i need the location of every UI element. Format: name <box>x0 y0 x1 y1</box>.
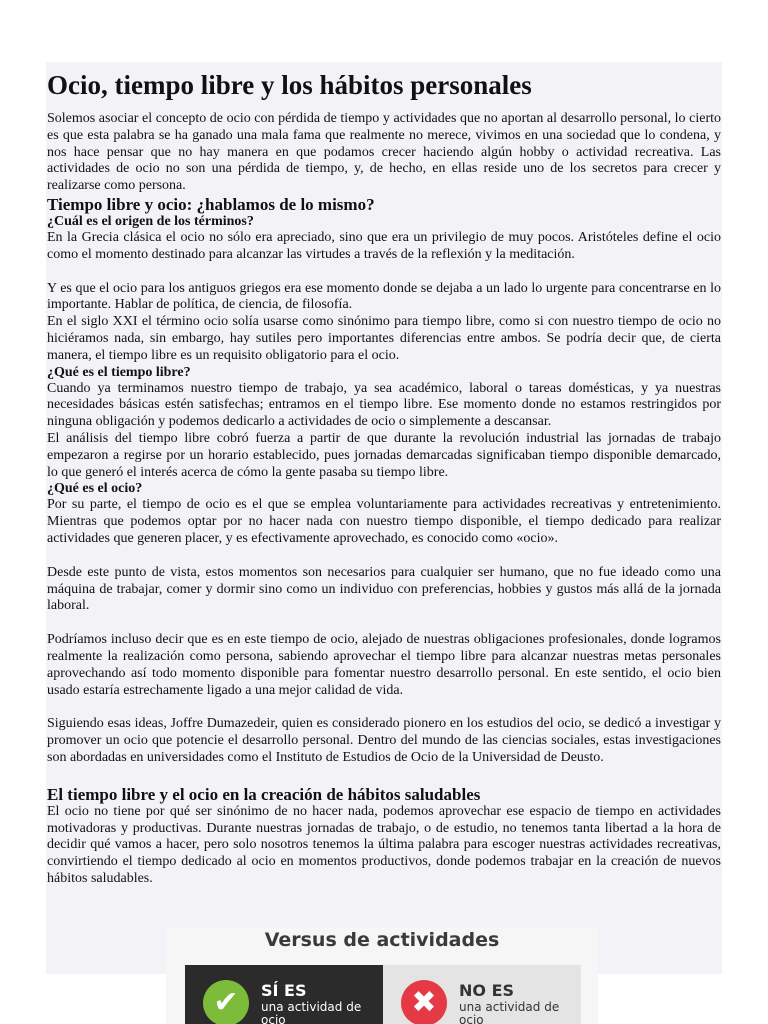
article-title: Ocio, tiempo libre y los hábitos personales <box>47 70 532 100</box>
section-heading: Tiempo libre y ocio: ¿hablamos de lo mismo? <box>47 194 375 214</box>
versus-infographic <box>166 928 598 1024</box>
yes-label: SÍ ES <box>261 981 307 1000</box>
check-icon: ✔ <box>203 980 249 1024</box>
subheading: ¿Cuál es el origen de los términos? <box>47 213 254 229</box>
paragraph: Por su parte, el tiempo de ocio es el que se emplea voluntariamente para actividades recreativas y entretenimiento. Mientras que podemos optar por no hacer nada con nuestro tiempo disponible, el tiempo dedicado para realizar actividades que generen placer, y es efectivamente aprovechado, es conocido como «ocio». <box>47 497 721 546</box>
subheading: ¿Qué es el tiempo libre? <box>47 364 191 380</box>
x-icon: ✖ <box>401 980 447 1024</box>
section-heading: El tiempo libre y el ocio en la creación de hábitos saludables <box>47 784 481 804</box>
paragraph: El ocio no tiene por qué ser sinónimo de no hacer nada, podemos aprovechar ese espacio de tiempo en actividades motivadoras y productivas. Durante nuestras jornadas de trabajo, o de estudio, no tenemos tanta libertad a la hora de decidir qué vamos a hacer, pero solo nosotros tenemos la última palabra para escoger nuestras actividades recreativas, convirtiendo el tiempo dedicado al ocio en momentos productivos, donde podemos trabajar en la creación de nuevos hábitos saludables. <box>47 803 721 886</box>
paragraph: El análisis del tiempo libre cobró fuerza a partir de que durante la revolución industrial las jornadas de trabajo empezaron a regirse por un horario establecido, pues jornadas demarcadas significaban tiempo disponible demarcado, lo que generó el interés acerca de cómo la gente pasaba su tiempo libre. <box>47 430 721 480</box>
paragraph: Podríamos incluso decir que es en este tiempo de ocio, alejado de nuestras obligaciones profesionales, donde logramos realmente la realización como persona, sabiendo aprovechar el tiempo libre para alcanzar nuestras metas personales aprovechando así todo momento disponible para fomentar nuestro desarrollo personal. En este sentido, el ocio bien usado estaría estrechamente ligado a una mejor calidad de vida. <box>47 632 721 698</box>
no-sublabel: una actividad de ocio <box>459 1000 560 1024</box>
no-card <box>383 965 581 1024</box>
paragraph: En la Grecia clásica el ocio no sólo era apreciado, sino que era un privilegio de muy pocos. Aristóteles define el ocio como el momento destinado para alcanzar las virtudes a través de la reflexión y la meditación. <box>47 229 721 262</box>
paragraph: Desde este punto de vista, estos momentos son necesarios para cualquier ser humano, que no fue ideado como una máquina de trabajar, comer y dormir sino como un individuo con preferencias, hobbies y gustos más allá de la jornada laboral. <box>47 564 721 614</box>
paragraph: Y es que el ocio para los antiguos griegos era ese momento donde se dejaba a un lado lo urgente para concentrarse en lo importante. Hablar de política, de ciencia, de filosofía. <box>47 280 721 313</box>
article <box>47 68 721 888</box>
yes-card <box>185 965 383 1024</box>
paragraph: Cuando ya terminamos nuestro tiempo de trabajo, ya sea académico, laboral o tareas domésticas, y ya nuestras necesidades básicas estén satisfechas; entramos en el tiempo libre. Ese momento donde no estamos restringidos por ninguna obligación y podemos dedicarlo a actividades de ocio o simplemente a descansar. <box>47 380 721 430</box>
intro-paragraph: Solemos asociar el concepto de ocio con pérdida de tiempo y actividades que no aportan al desarrollo personal, lo cierto es que esta palabra se ha ganado una mala fama que realmente no merece, vivimos en una sociedad que lo condena, y nos hace pensar que no hay manera en que podamos crecer haciendo algún hobby o actividad recreativa. Las actividades de ocio no son una pérdida de tiempo, y, de hecho, en ellas reside uno de los secretos para crecer y realizarse como persona. <box>47 111 721 194</box>
infographic-title: Versus de actividades <box>264 929 500 951</box>
no-label: NO ES <box>459 981 515 1000</box>
subheading: ¿Qué es el ocio? <box>47 481 143 497</box>
yes-sublabel: una actividad de ocio <box>261 1000 362 1024</box>
paragraph: Siguiendo esas ideas, Joffre Dumazedeir, quien es considerado pionero en los estudios del ocio, se dedicó a investigar y promover un ocio que potencie el desarrollo personal. Dentro del mundo de las ciencias sociales, estas investigaciones son abordadas en universidades como el Instituto de Estudios de Ocio de la Universidad de Deusto. <box>47 716 721 765</box>
paragraph: En el siglo XXI el término ocio solía usarse como sinónimo para tiempo libre, como si con nuestro tiempo de ocio no hiciéramos nada, sin embargo, hay sutiles pero importantes diferencias entre ambos. Se podría decir que, de cierta manera, el tiempo libre es un requisito obligatorio para el ocio. <box>47 314 721 363</box>
